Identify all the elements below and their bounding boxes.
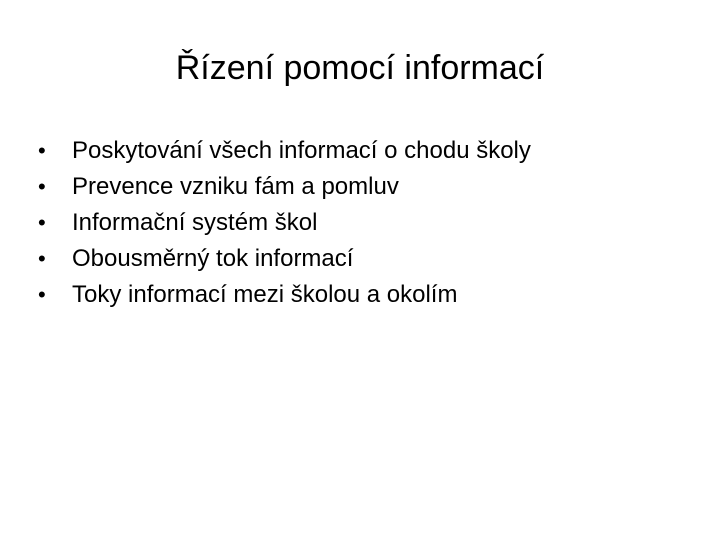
list-item-text: Obousměrný tok informací [72,245,354,272]
list-item [36,277,696,313]
list-item-text: Prevence vzniku fám a pomluv [72,173,399,200]
list-item [36,205,696,241]
list-item-text: Informační systém škol [72,209,318,236]
list-item-text: Toky informací mezi školou a okolím [72,281,458,308]
bullet-icon: • [38,174,46,199]
bullet-list [36,133,696,313]
list-item [36,169,696,205]
bullet-icon: • [38,282,46,307]
list-item [36,133,696,169]
bullet-icon: • [38,246,46,271]
list-item [36,241,696,277]
slide-title: Řízení pomocí informací [175,49,545,87]
bullet-icon: • [38,138,46,163]
list-item-text: Poskytování všech informací o chodu školy [72,137,531,164]
bullet-icon: • [38,210,46,235]
